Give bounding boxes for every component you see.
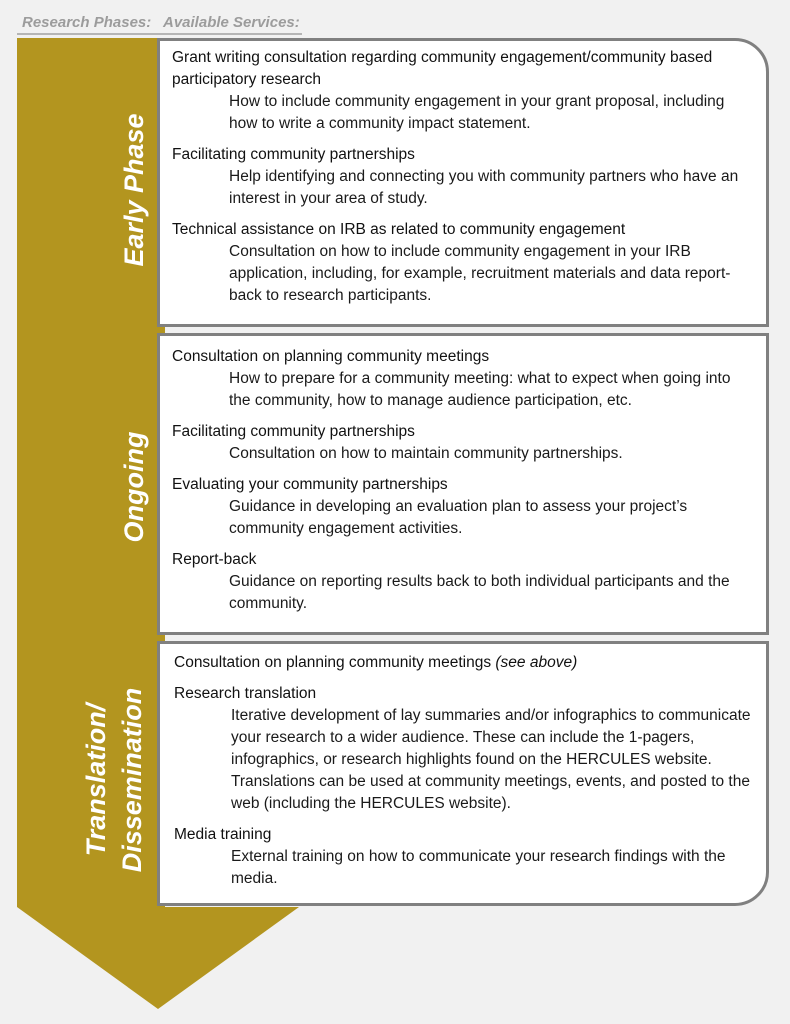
service-title: Report-back [172,551,257,568]
service-description: Iterative development of lay summaries and/or infographics to communicate your research to a wider audience. These can include the 1-pagers, infographics, or research highlights found on the HERCULES website. Translations can be used at community meetings, events, and posted to the web (including the HERCULES website). [231,707,751,812]
service-item [172,421,752,465]
service-description: Guidance in developing an evaluation plan to assess your project’s community engagement activities. [229,498,688,537]
service-item [174,824,752,890]
services-box-translation-dissemination [157,641,769,906]
service-description: Help identifying and connecting you with community partners who have an interest in your area of study. [229,168,739,207]
service-title: Grant writing consultation regarding community engagement/community based participatory research [172,49,713,88]
service-title-text: Consultation on planning community meetings [174,654,492,671]
service-item [172,474,752,540]
services-box-ongoing [157,333,769,635]
service-item [172,549,752,615]
service-description: External training on how to communicate your research findings with the media. [231,848,726,887]
service-title [174,652,752,674]
service-title: Facilitating community partnerships [172,423,415,440]
service-title: Media training [174,826,272,843]
phase-label-ongoing: Ongoing [119,431,149,543]
service-title: Technical assistance on IRB as related to community engagement [172,221,626,238]
service-item [172,144,752,210]
service-description: Consultation on how to include community engagement in your IRB application, including, for example, recruitment materials and data report-back to research participants. [229,243,731,304]
research-phases-header: Research Phases: [22,14,152,31]
phase-label-line-1: Translation/ [81,703,111,857]
service-title: Evaluating your community partnerships [172,476,448,493]
service-title: Consultation on planning community meetings [172,348,490,365]
service-title: Research translation [174,685,317,702]
available-services-header: Available Services: [163,14,300,31]
service-description: Guidance on reporting results back to both individual participants and the community. [229,573,730,612]
phase-label-line-2: Dissemination [117,687,147,873]
service-title: Facilitating community partnerships [172,146,415,163]
service-item [172,346,752,412]
service-description: How to prepare for a community meeting: what to expect when going into the community, how to manage audience participation, etc. [229,370,731,409]
service-item [172,47,752,135]
service-description: How to include community engagement in your grant proposal, including how to write a community impact statement. [229,93,725,132]
service-item [174,652,752,674]
service-item [172,219,752,307]
see-above-note: (see above) [495,654,578,671]
services-box-early-phase [157,38,769,327]
service-description: Consultation on how to maintain community partnerships. [229,445,623,462]
phase-label-dissemination [78,688,150,873]
phase-label-early: Early Phase [119,113,149,267]
service-item [174,683,752,815]
